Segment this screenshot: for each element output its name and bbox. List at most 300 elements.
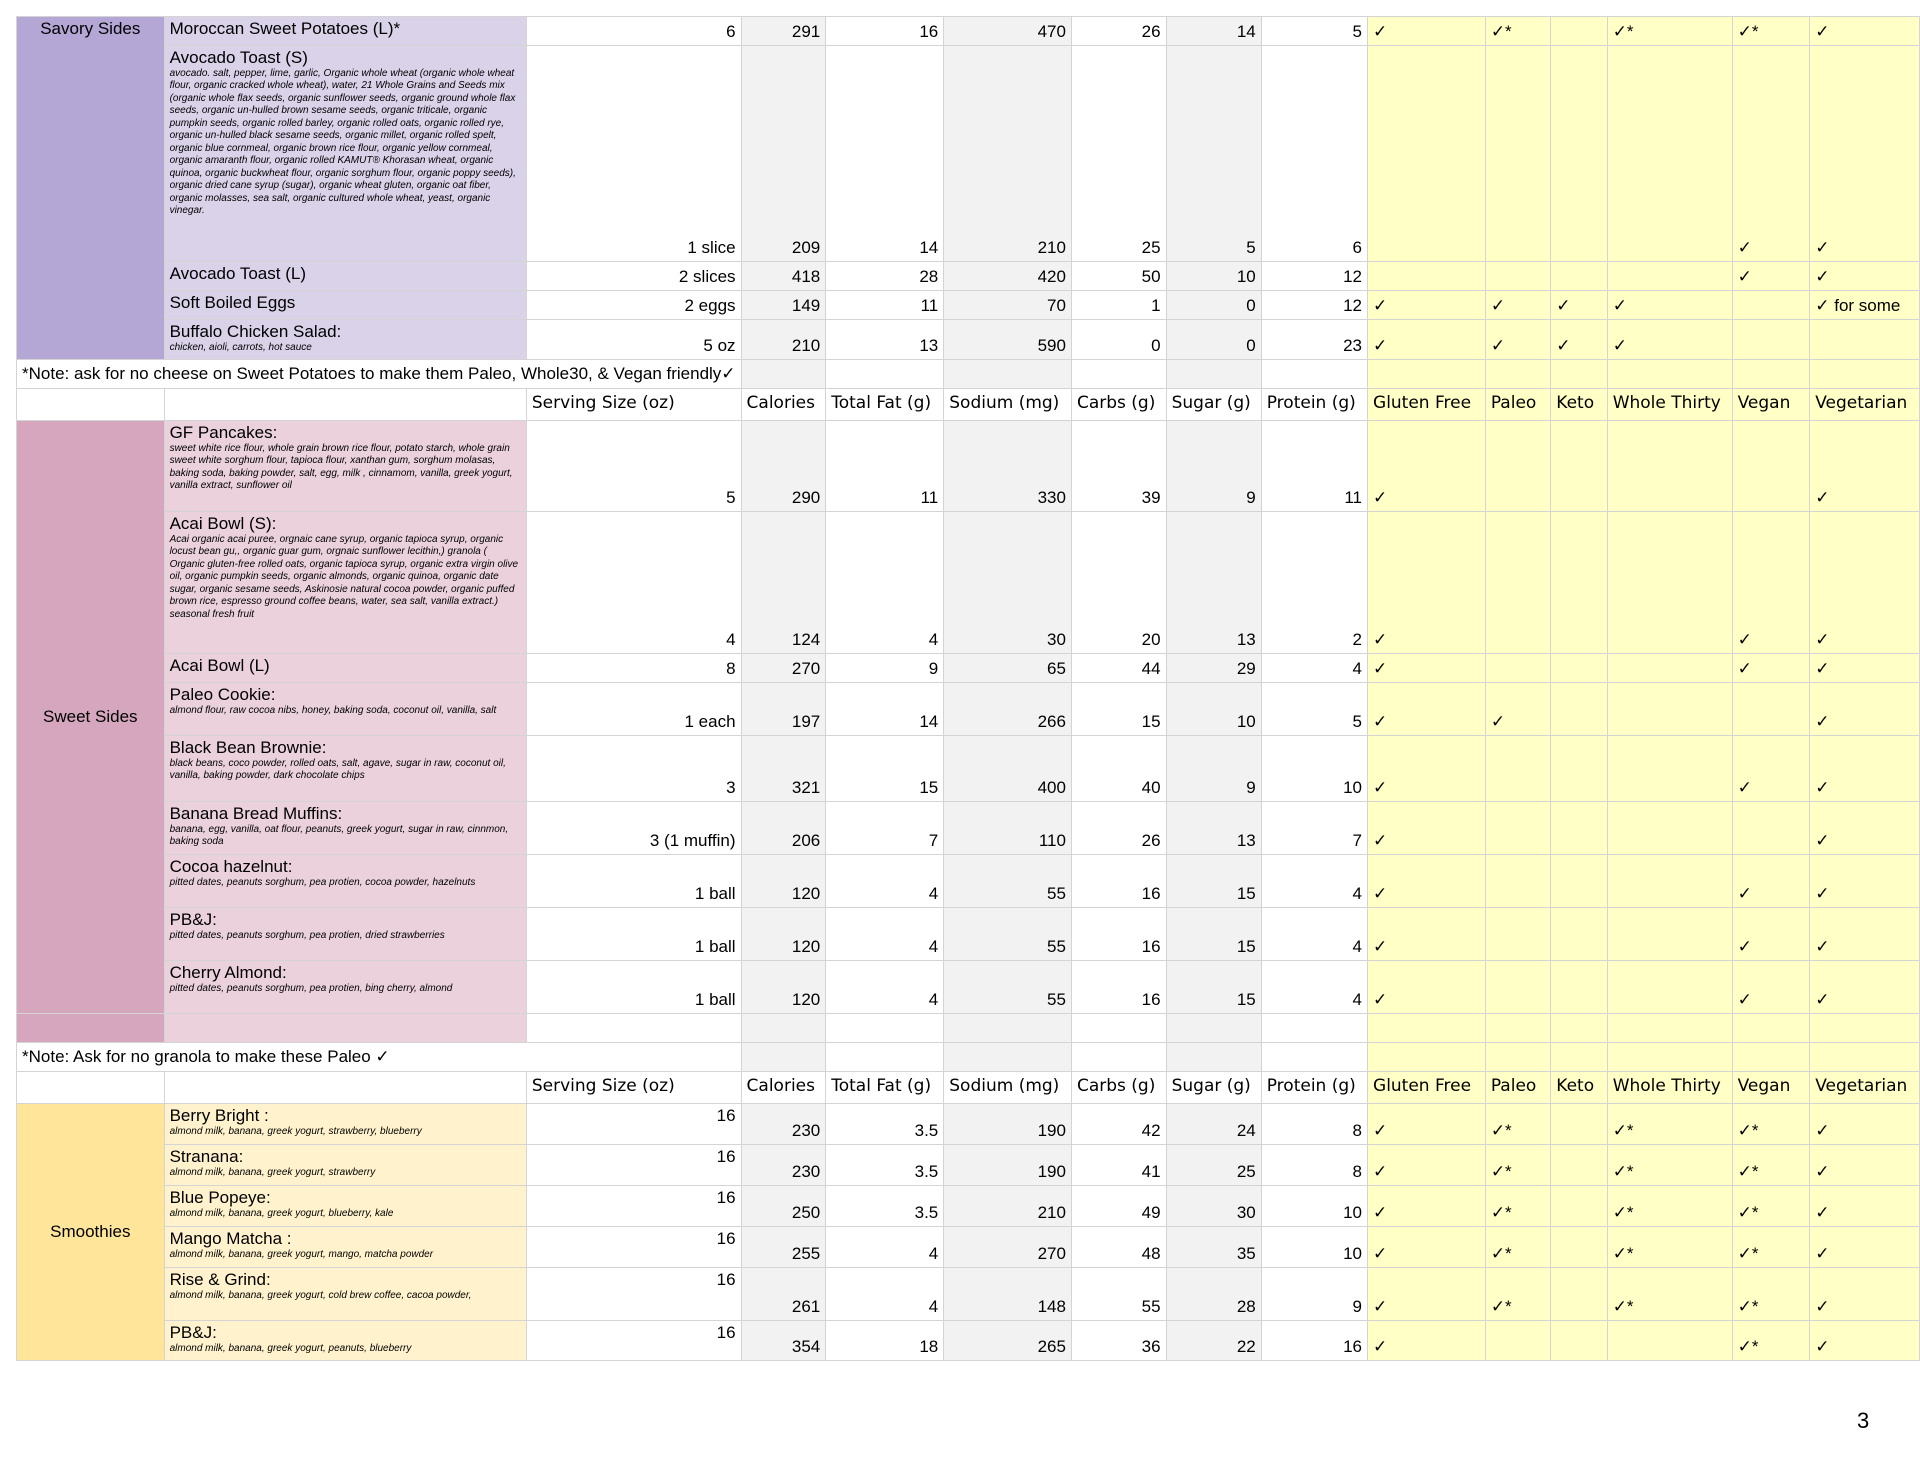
item-cell: [164, 802, 526, 855]
empty-row: [17, 1014, 1920, 1043]
column-header-sugar: Sugar (g): [1166, 389, 1261, 421]
cell-gf: ✓: [1368, 683, 1486, 736]
cell-sodium: 30: [944, 512, 1072, 654]
cell-fat: 15: [826, 736, 944, 802]
cell-serving: 16: [526, 1321, 741, 1361]
note-text: *Note: ask for no cheese on Sweet Potatoes to make them Paleo, Whole30, & Vegan friendly✓: [17, 360, 742, 389]
cell-paleo: ✓*: [1485, 1145, 1550, 1186]
cell-veg: ✓: [1810, 683, 1920, 736]
table-row: [17, 654, 1920, 683]
cell-serving: 6: [526, 17, 741, 46]
cell-calories: 149: [741, 291, 826, 320]
cell-paleo: [1485, 961, 1550, 1014]
cell-paleo: ✓: [1485, 320, 1550, 360]
cell-w30: ✓*: [1607, 1186, 1732, 1227]
cell-keto: [1551, 736, 1607, 802]
cell-vegan: ✓: [1732, 736, 1810, 802]
cell-carbs: 49: [1071, 1186, 1166, 1227]
cell-gf: ✓: [1368, 1321, 1486, 1361]
item-ingredients: almond milk, banana, greek yogurt, strawberry: [169, 1166, 376, 1178]
item-cell: [164, 421, 526, 512]
item-ingredients: Acai organic acai puree, orgnaic cane syrup, organic tapioca syrup, organic locust bean gu,, organic guar gum, orgnaic sunflower lecithin,) granola ( Organic gluten-free rolled oats, organic tapioca syrup, organic extra virgin olive oil, organic pumpkin seeds, organic almonds, organic quinoa, organic date sugar, organic sesame seeds, Askinosie natural cocoa powder, organic puffed brown rice, espresso ground coffee beans, water, sea salt, vanilla extract.) seasonal fresh fruit: [169, 533, 519, 620]
cell-sugar: 10: [1166, 262, 1261, 291]
cell-keto: [1551, 1145, 1607, 1186]
empty-cell: [826, 1043, 944, 1072]
cell-calories: 210: [741, 320, 826, 360]
cell-gf: ✓: [1368, 17, 1486, 46]
empty-cell: [1261, 1014, 1367, 1043]
cell-w30: [1607, 421, 1732, 512]
cell-fat: 11: [826, 421, 944, 512]
item-cell: [164, 908, 526, 961]
empty-cell: [944, 1043, 1072, 1072]
cell-vegan: ✓: [1732, 961, 1810, 1014]
cell-veg: ✓: [1810, 1145, 1920, 1186]
cell-gf: ✓: [1368, 421, 1486, 512]
cell-paleo: [1485, 908, 1550, 961]
cell-carbs: 42: [1071, 1104, 1166, 1145]
item-name: Soft Boiled Eggs: [169, 293, 296, 312]
cell-veg: [1810, 320, 1920, 360]
cell-veg: ✓: [1810, 1186, 1920, 1227]
nutrition-table: [16, 16, 1920, 1361]
cell-fat: 3.5: [826, 1186, 944, 1227]
cell-veg: ✓: [1810, 855, 1920, 908]
item-name: Avocado Toast (L): [169, 264, 306, 283]
empty-cell: [1485, 1043, 1550, 1072]
item-ingredients: pitted dates, peanuts sorghum, pea protien, dried strawberries: [169, 929, 445, 941]
cell-protein: 12: [1261, 262, 1367, 291]
empty-cell: [1071, 360, 1166, 389]
cell-serving: 2 slices: [526, 262, 741, 291]
table-row: [17, 908, 1920, 961]
cell-keto: [1551, 855, 1607, 908]
cell-carbs: 16: [1071, 855, 1166, 908]
cell-carbs: 16: [1071, 961, 1166, 1014]
cell-carbs: 50: [1071, 262, 1166, 291]
cell-gf: ✓: [1368, 291, 1486, 320]
empty-cell: [1551, 360, 1607, 389]
cell-veg: ✓: [1810, 512, 1920, 654]
empty-cell: [1607, 1043, 1732, 1072]
cell-paleo: [1485, 262, 1550, 291]
cell-sodium: 420: [944, 262, 1072, 291]
cell-sugar: 25: [1166, 1145, 1261, 1186]
empty-cell: [164, 389, 526, 421]
cell-vegan: [1732, 291, 1810, 320]
cell-gf: ✓: [1368, 736, 1486, 802]
item-cell: [164, 1268, 526, 1321]
table-row: [17, 1186, 1920, 1227]
cell-protein: 4: [1261, 855, 1367, 908]
cell-serving: 1 ball: [526, 908, 741, 961]
header-row: [17, 1072, 1920, 1104]
cell-sodium: 265: [944, 1321, 1072, 1361]
cell-vegan: [1732, 683, 1810, 736]
cell-serving: 1 slice: [526, 46, 741, 262]
cell-sodium: 270: [944, 1227, 1072, 1268]
table-row: [17, 1145, 1920, 1186]
cell-calories: 120: [741, 855, 826, 908]
cell-w30: [1607, 802, 1732, 855]
cell-vegan: ✓: [1732, 855, 1810, 908]
cell-sugar: 35: [1166, 1227, 1261, 1268]
cell-calories: 124: [741, 512, 826, 654]
cell-gf: ✓: [1368, 654, 1486, 683]
cell-serving: 2 eggs: [526, 291, 741, 320]
cell-keto: [1551, 17, 1607, 46]
column-header-serving: Serving Size (oz): [526, 389, 741, 421]
item-cell: [164, 512, 526, 654]
item-name: Black Bean Brownie:: [169, 738, 327, 757]
item-name: Mango Matcha :: [169, 1229, 292, 1248]
cell-fat: 13: [826, 320, 944, 360]
item-ingredients: pitted dates, peanuts sorghum, pea protien, bing cherry, almond: [169, 982, 453, 994]
cell-w30: [1607, 855, 1732, 908]
cell-vegan: ✓*: [1732, 1104, 1810, 1145]
cell-protein: 10: [1261, 1227, 1367, 1268]
cell-protein: 4: [1261, 961, 1367, 1014]
item-cell: [164, 961, 526, 1014]
cell-sugar: 22: [1166, 1321, 1261, 1361]
cell-carbs: 55: [1071, 1268, 1166, 1321]
cell-sodium: 210: [944, 46, 1072, 262]
cell-carbs: 1: [1071, 291, 1166, 320]
item-name: Blue Popeye:: [169, 1188, 271, 1207]
cell-w30: ✓: [1607, 291, 1732, 320]
cell-carbs: 40: [1071, 736, 1166, 802]
empty-cell: [1166, 1014, 1261, 1043]
cell-paleo: [1485, 855, 1550, 908]
empty-cell: [1368, 1014, 1486, 1043]
item-cell: [164, 1145, 526, 1186]
cell-calories: 120: [741, 908, 826, 961]
cell-veg: ✓: [1810, 908, 1920, 961]
cell-fat: 11: [826, 291, 944, 320]
cell-paleo: [1485, 421, 1550, 512]
cell-protein: 10: [1261, 1186, 1367, 1227]
cell-sugar: 28: [1166, 1268, 1261, 1321]
cell-sugar: 10: [1166, 683, 1261, 736]
item-ingredients: almond flour, raw cocoa nibs, honey, baking soda, coconut oil, vanilla, salt: [169, 704, 497, 716]
cell-paleo: [1485, 654, 1550, 683]
empty-cell: [741, 1014, 826, 1043]
cell-serving: 5 oz: [526, 320, 741, 360]
item-name: Cocoa hazelnut:: [169, 857, 293, 876]
cell-w30: [1607, 908, 1732, 961]
cell-keto: [1551, 262, 1607, 291]
cell-vegan: ✓: [1732, 908, 1810, 961]
empty-cell: [1071, 1043, 1166, 1072]
table-row: [17, 1227, 1920, 1268]
item-cell: [164, 1321, 526, 1361]
table-row: [17, 512, 1920, 654]
table-row: [17, 802, 1920, 855]
empty-cell: [1261, 360, 1367, 389]
item-name: Cherry Almond:: [169, 963, 287, 982]
cell-sugar: 13: [1166, 802, 1261, 855]
table-row: [17, 1268, 1920, 1321]
cell-keto: ✓: [1551, 320, 1607, 360]
column-header-gf: Gluten Free: [1368, 1072, 1486, 1104]
cell-w30: ✓*: [1607, 1227, 1732, 1268]
cell-fat: 4: [826, 855, 944, 908]
cell-sodium: 590: [944, 320, 1072, 360]
item-name: Rise & Grind:: [169, 1270, 271, 1289]
cell-sugar: 15: [1166, 855, 1261, 908]
cell-carbs: 25: [1071, 46, 1166, 262]
column-header-fat: Total Fat (g): [826, 1072, 944, 1104]
column-header-carbs: Carbs (g): [1071, 1072, 1166, 1104]
column-header-keto: Keto: [1551, 1072, 1607, 1104]
cell-vegan: [1732, 421, 1810, 512]
cell-protein: 9: [1261, 1268, 1367, 1321]
cell-sugar: 29: [1166, 654, 1261, 683]
cell-sodium: 210: [944, 1186, 1072, 1227]
cell-carbs: 39: [1071, 421, 1166, 512]
cell-gf: ✓: [1368, 1227, 1486, 1268]
item-ingredients: black beans, coco powder, rolled oats, salt, agave, sugar in raw, coconut oil, vanilla, baking powder, dark chocolate chips: [169, 757, 506, 782]
cell-protein: 12: [1261, 291, 1367, 320]
item-cell: [164, 291, 526, 320]
item-cell: [164, 17, 526, 46]
cell-protein: 8: [1261, 1145, 1367, 1186]
cell-sugar: 13: [1166, 512, 1261, 654]
cell-veg: ✓: [1810, 654, 1920, 683]
cell-carbs: 20: [1071, 512, 1166, 654]
column-header-vegan: Vegan: [1732, 389, 1810, 421]
cell-vegan: ✓: [1732, 654, 1810, 683]
table-row: [17, 1321, 1920, 1361]
cell-fat: 14: [826, 683, 944, 736]
category-cell: Sweet Sides: [17, 421, 165, 1014]
cell-protein: 4: [1261, 908, 1367, 961]
cell-sodium: 400: [944, 736, 1072, 802]
empty-cell: [1368, 360, 1486, 389]
cell-paleo: [1485, 736, 1550, 802]
cell-paleo: [1485, 512, 1550, 654]
cell-protein: 8: [1261, 1104, 1367, 1145]
table-row: [17, 320, 1920, 360]
cell-protein: 5: [1261, 683, 1367, 736]
cell-protein: 4: [1261, 654, 1367, 683]
empty-cell: [1607, 360, 1732, 389]
item-ingredients: sweet white rice flour, whole grain brown rice flour, potato starch, whole grain sweet white sorghum flour, tapioca flour, xanthan gum, sorghum molasas, baking soda, baking powder, salt, egg, milk , cinnamom, vanilla, greek yogurt, vanilla extract, sunflower oil: [169, 442, 513, 492]
item-name: Avocado Toast (S): [169, 48, 308, 67]
cell-sugar: 24: [1166, 1104, 1261, 1145]
cell-calories: 230: [741, 1145, 826, 1186]
cell-veg: ✓: [1810, 961, 1920, 1014]
cell-gf: ✓: [1368, 1186, 1486, 1227]
item-ingredients: almond milk, banana, greek yogurt, strawberry, blueberry: [169, 1125, 422, 1137]
cell-protein: 2: [1261, 512, 1367, 654]
item-name: Buffalo Chicken Salad:: [169, 322, 342, 341]
cell-w30: [1607, 736, 1732, 802]
cell-serving: 16: [526, 1104, 741, 1145]
column-header-veg: Vegetarian: [1810, 1072, 1920, 1104]
table-row: [17, 262, 1920, 291]
cell-carbs: 36: [1071, 1321, 1166, 1361]
item-name: Banana Bread Muffins:: [169, 804, 343, 823]
cell-serving: 5: [526, 421, 741, 512]
cell-fat: 4: [826, 1268, 944, 1321]
table-row: [17, 46, 1920, 262]
cell-fat: 4: [826, 1227, 944, 1268]
cell-fat: 14: [826, 46, 944, 262]
empty-cell: [17, 1014, 165, 1043]
empty-cell: [17, 389, 165, 421]
cell-serving: 16: [526, 1227, 741, 1268]
cell-serving: 4: [526, 512, 741, 654]
empty-cell: [1810, 1014, 1920, 1043]
column-header-gf: Gluten Free: [1368, 389, 1486, 421]
empty-cell: [1732, 360, 1810, 389]
cell-keto: [1551, 908, 1607, 961]
empty-cell: [944, 1014, 1072, 1043]
cell-w30: [1607, 683, 1732, 736]
cell-w30: [1607, 654, 1732, 683]
empty-cell: [17, 1072, 165, 1104]
cell-gf: [1368, 46, 1486, 262]
empty-cell: [164, 1072, 526, 1104]
item-ingredients: almond milk, banana, greek yogurt, mango, matcha powder: [169, 1248, 434, 1260]
cell-serving: 16: [526, 1268, 741, 1321]
cell-sugar: 0: [1166, 291, 1261, 320]
cell-protein: 11: [1261, 421, 1367, 512]
empty-cell: [1810, 360, 1920, 389]
cell-vegan: [1732, 802, 1810, 855]
cell-sodium: 70: [944, 291, 1072, 320]
cell-sodium: 148: [944, 1268, 1072, 1321]
empty-cell: [526, 1014, 741, 1043]
item-cell: [164, 683, 526, 736]
empty-cell: [826, 1014, 944, 1043]
cell-protein: 16: [1261, 1321, 1367, 1361]
header-row: [17, 389, 1920, 421]
cell-w30: ✓*: [1607, 17, 1732, 46]
empty-cell: [741, 360, 826, 389]
empty-cell: [1485, 360, 1550, 389]
column-header-calories: Calories: [741, 389, 826, 421]
cell-gf: ✓: [1368, 1104, 1486, 1145]
cell-veg: ✓: [1810, 421, 1920, 512]
cell-w30: [1607, 512, 1732, 654]
cell-paleo: [1485, 46, 1550, 262]
cell-serving: 16: [526, 1186, 741, 1227]
cell-gf: ✓: [1368, 1145, 1486, 1186]
cell-fat: 28: [826, 262, 944, 291]
cell-paleo: ✓*: [1485, 1227, 1550, 1268]
category-cell: Savory Sides: [17, 17, 165, 360]
item-name: GF Pancakes:: [169, 423, 278, 442]
cell-sugar: 9: [1166, 736, 1261, 802]
cell-paleo: [1485, 802, 1550, 855]
item-name: Moroccan Sweet Potatoes (L)*: [169, 19, 401, 38]
cell-vegan: [1732, 320, 1810, 360]
item-ingredients: banana, egg, vanilla, oat flour, peanuts, greek yogurt, sugar in raw, cinnmon, baking soda: [169, 823, 509, 848]
cell-paleo: [1485, 1321, 1550, 1361]
cell-carbs: 26: [1071, 17, 1166, 46]
cell-sugar: 15: [1166, 908, 1261, 961]
column-header-paleo: Paleo: [1485, 389, 1550, 421]
item-ingredients: almond milk, banana, greek yogurt, cold brew coffee, cacoa powder,: [169, 1289, 472, 1301]
empty-cell: [1732, 1043, 1810, 1072]
cell-serving: 1 ball: [526, 961, 741, 1014]
cell-vegan: ✓*: [1732, 17, 1810, 46]
item-cell: [164, 1227, 526, 1268]
cell-sugar: 15: [1166, 961, 1261, 1014]
cell-carbs: 41: [1071, 1145, 1166, 1186]
cell-keto: [1551, 654, 1607, 683]
cell-serving: 1 each: [526, 683, 741, 736]
cell-calories: 321: [741, 736, 826, 802]
cell-fat: 4: [826, 961, 944, 1014]
cell-calories: 255: [741, 1227, 826, 1268]
cell-serving: 16: [526, 1145, 741, 1186]
cell-calories: 290: [741, 421, 826, 512]
cell-sodium: 190: [944, 1104, 1072, 1145]
note-text: *Note: Ask for no granola to make these Paleo ✓: [17, 1043, 742, 1072]
table-row: [17, 683, 1920, 736]
column-header-protein: Protein (g): [1261, 1072, 1367, 1104]
cell-vegan: ✓*: [1732, 1227, 1810, 1268]
table-row: [17, 1104, 1920, 1145]
item-ingredients: chicken, aioli, carrots, hot sauce: [169, 341, 312, 353]
cell-calories: 418: [741, 262, 826, 291]
cell-gf: ✓: [1368, 855, 1486, 908]
cell-veg: ✓: [1810, 17, 1920, 46]
table-row: [17, 17, 1920, 46]
table-row: [17, 421, 1920, 512]
item-cell: [164, 1186, 526, 1227]
cell-vegan: ✓: [1732, 262, 1810, 291]
cell-protein: 23: [1261, 320, 1367, 360]
item-name: PB&J:: [169, 1323, 217, 1342]
column-header-vegan: Vegan: [1732, 1072, 1810, 1104]
cell-veg: ✓: [1810, 46, 1920, 262]
cell-vegan: ✓*: [1732, 1268, 1810, 1321]
cell-carbs: 16: [1071, 908, 1166, 961]
cell-fat: 16: [826, 17, 944, 46]
cell-keto: ✓: [1551, 291, 1607, 320]
cell-keto: [1551, 1321, 1607, 1361]
item-ingredients: pitted dates, peanuts sorghum, pea protien, cocoa powder, hazelnuts: [169, 876, 476, 888]
cell-sugar: 0: [1166, 320, 1261, 360]
column-header-serving: Serving Size (oz): [526, 1072, 741, 1104]
cell-serving: 3 (1 muffin): [526, 802, 741, 855]
cell-gf: ✓: [1368, 512, 1486, 654]
cell-w30: ✓*: [1607, 1145, 1732, 1186]
column-header-protein: Protein (g): [1261, 389, 1367, 421]
item-cell: [164, 46, 526, 262]
cell-sodium: 55: [944, 961, 1072, 1014]
cell-calories: 120: [741, 961, 826, 1014]
cell-gf: [1368, 262, 1486, 291]
page-number: 3: [1857, 1408, 1870, 1433]
cell-veg: ✓: [1810, 1268, 1920, 1321]
column-header-sodium: Sodium (mg): [944, 1072, 1072, 1104]
empty-cell: [1071, 1014, 1166, 1043]
cell-carbs: 48: [1071, 1227, 1166, 1268]
cell-carbs: 26: [1071, 802, 1166, 855]
cell-w30: ✓: [1607, 320, 1732, 360]
cell-sodium: 266: [944, 683, 1072, 736]
cell-w30: [1607, 1321, 1732, 1361]
cell-veg: ✓: [1810, 802, 1920, 855]
empty-cell: [826, 360, 944, 389]
empty-cell: [1551, 1043, 1607, 1072]
item-cell: [164, 320, 526, 360]
